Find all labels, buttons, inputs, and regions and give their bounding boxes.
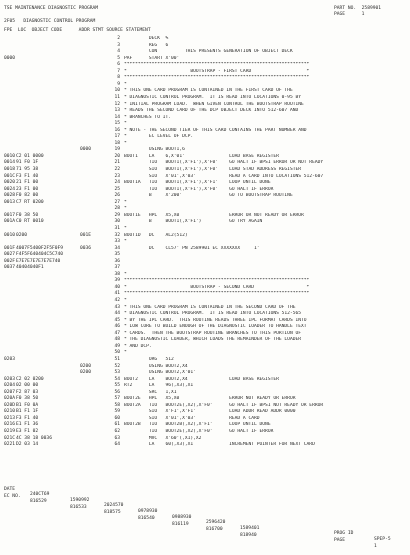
statement-number: 37 — [114, 265, 120, 271]
statement-number: 62 — [114, 429, 120, 434]
listing-row — [4, 350, 406, 356]
statement-number: 54 — [114, 376, 120, 382]
object-code: C2 01 0000 — [16, 153, 44, 159]
source-statement: * READS THE SECOND CARD OF THE DCP OBJECT DECK INTO 512-607 AND — [124, 108, 299, 114]
loc-field: 0017 — [4, 212, 16, 218]
source-statement: BOOT1A TIO BOOT1(,X'F1'),X'F1' LOOP UNTIL DONE — [124, 180, 271, 186]
statement-number: 44 — [114, 311, 120, 317]
listing-row — [4, 252, 406, 258]
object-code: 71 95 38 — [16, 167, 39, 172]
listing-row — [4, 108, 406, 114]
listing-row — [4, 134, 406, 140]
source-statement: * INITIAL PROGRAM LOAD. WHEN GIVEN CONTROL THE BOOTSTRAP ROUTINE — [124, 101, 304, 107]
listing-row — [4, 370, 406, 376]
statement-number: 17 — [114, 134, 120, 140]
listing-row — [4, 318, 406, 324]
object-code: 4C 38 18 0036 — [16, 435, 52, 441]
listing-row — [4, 272, 406, 278]
listing-row — [4, 115, 406, 121]
source-statement: CON THIS PRESENTS GENERATION OF OBJECT DECK — [124, 49, 293, 55]
statement-number: 48 — [114, 337, 120, 343]
statement-number: 31 — [114, 225, 120, 231]
source-statement: * — [124, 225, 127, 231]
statement-number: 42 — [114, 298, 120, 303]
source-statement: DC CL57' PN 2589901 EC XXXXXXX 1' — [124, 245, 260, 251]
loc-field: 0037 — [4, 265, 16, 271]
object-code: F0 82 00 — [16, 193, 39, 199]
listing-row — [4, 364, 406, 370]
source-statement: * THIS ONE CARD PROGRAM IS CONTAINED IN THE SECOND CARD OF THE — [124, 304, 296, 310]
loc-field: 0210 — [4, 409, 16, 415]
statement-number: 34 — [114, 245, 120, 251]
listing-row — [4, 193, 406, 199]
listing-row — [4, 298, 406, 304]
address-field: 0036 — [80, 245, 92, 251]
loc-field: 021C — [4, 435, 16, 441]
statement-number: 10 — [114, 88, 120, 94]
listing-row — [4, 409, 406, 415]
listing-row — [4, 56, 406, 62]
statement-number: 13 — [114, 108, 120, 114]
statement-number: 24 — [114, 180, 120, 186]
source-statement: SIO X'01',X'03' READ A CARD — [124, 415, 260, 421]
statement-number: 27 — [114, 199, 120, 205]
source-statement: * — [124, 271, 127, 277]
listing-row — [4, 442, 406, 448]
source-statement: TIO BOOT1(,X'F1'),X'F0' GO HALT IF ERROR — [124, 186, 274, 192]
source-statement: ******************************************************************* — [124, 62, 310, 68]
object-code: 4007F5400F2F5F0F9 — [16, 245, 64, 251]
listing-row — [4, 324, 406, 330]
listing-row — [4, 246, 406, 252]
statement-number: 26 — [114, 193, 120, 199]
listing-row — [4, 160, 406, 166]
source-statement: REG 6 — [124, 42, 169, 48]
listing-row — [4, 344, 406, 350]
statement-number: 41 — [114, 291, 120, 297]
source-statement: B BOOT1(,X'F1') GO TRY AGAIN — [124, 219, 263, 225]
statement-number: 18 — [114, 140, 120, 146]
footer-cell: 240CT69 — [30, 492, 50, 498]
object-code: F0 38 50 — [16, 212, 39, 218]
loc-field: 0018 — [4, 167, 16, 172]
source-statement: * NOTE - THE SECOND TIER OF THIS CARD CONTAINS THE PART NUMBER AND — [124, 127, 307, 133]
source-statement: * BRANCHES TO IT. — [124, 114, 172, 120]
source-statement: USING BOOT1,6 — [124, 147, 185, 153]
loc-field: 0204 — [4, 383, 16, 389]
footer-cell: EC NO. — [4, 493, 21, 499]
source-statement: * — [124, 298, 127, 303]
loc-field: 001C — [4, 173, 16, 179]
footer-cell: 816529 — [30, 499, 47, 505]
listing-row — [4, 43, 406, 49]
statement-number: 64 — [114, 442, 120, 448]
listing-row — [4, 265, 406, 271]
object-code: F0 38 50 — [16, 396, 39, 402]
listing-row — [4, 390, 406, 396]
source-statement: * EC LEVEL OF DCP. — [124, 134, 194, 140]
source-statement: * DIAGNOSTIC CONTROL PROGRAM. IT IS READ INTO LOCATIONS 512-565 — [124, 311, 302, 317]
source-statement: * BOOTSTRAP - SECOND CARD * — [124, 284, 310, 290]
object-code: E1 F1 36 — [16, 422, 39, 428]
statement-number: 61 — [114, 422, 120, 428]
listing-row — [4, 95, 406, 101]
footer-cell: 0988930 — [172, 514, 192, 520]
loc-field: 0203 — [4, 356, 16, 362]
listing-row — [4, 429, 406, 435]
source-statement: * DIAGNOSTIC CONTROL PROGRAM. IT IS READ INTO LOCATIONS 0-95 BY — [124, 94, 302, 100]
listing-row — [4, 187, 406, 193]
source-statement: PAF START X'00' — [124, 55, 180, 61]
source-statement: * — [124, 121, 127, 127]
loc-field: 0213 — [4, 415, 16, 421]
source-statement: BOOT2B TIO BOOT2B(,X2),X'F1' LOOP UNTIL DONE — [124, 422, 271, 428]
statement-number: 33 — [114, 239, 120, 245]
statement-number: 22 — [114, 167, 120, 172]
statement-number: 20 — [114, 153, 120, 159]
loc-field: 0024 — [4, 186, 16, 192]
loc-field: 0020 — [4, 180, 16, 186]
statement-number: 39 — [114, 278, 120, 284]
source-statement: BOOT2 LA BOOT2,X4 LOAD BASE REGISTER — [124, 376, 279, 382]
statement-number: 45 — [114, 317, 120, 323]
statement-number: 46 — [114, 324, 120, 330]
statement-number: 15 — [114, 121, 120, 127]
statement-number: 60 — [114, 415, 120, 421]
source-statement: * — [124, 81, 127, 87]
loc-field: 002F — [4, 258, 16, 264]
object-code: B1 F0 0A — [16, 402, 39, 408]
object-code: 21 F1 00 — [16, 180, 39, 186]
statement-number: 38 — [114, 271, 120, 277]
listing-row — [4, 200, 406, 206]
source-statement: TIO BOOT2E(,X2),X'F0' GO HALT IF ERROR — [124, 429, 274, 434]
statement-number: 57 — [114, 396, 120, 402]
statement-number: 23 — [114, 173, 120, 179]
listing-row — [4, 383, 406, 389]
object-code: 91 F0 1F — [16, 160, 39, 166]
loc-field: 001A — [4, 219, 16, 225]
statement-number: 3 — [117, 42, 120, 48]
source-statement: ******************************************************************* — [124, 291, 310, 297]
loc-field: 0028 — [4, 193, 16, 199]
listing-row — [4, 167, 406, 173]
listing-row — [4, 331, 406, 337]
loc-field: 020A — [4, 396, 16, 402]
statement-number: 63 — [114, 435, 120, 441]
footer-cell: PROG ID — [334, 531, 354, 537]
statement-number: 11 — [114, 94, 120, 100]
loc-field: 0000 — [4, 55, 16, 61]
listing-row — [4, 357, 406, 363]
object-code: F3 F1 40 — [16, 415, 39, 421]
listing-row — [4, 128, 406, 134]
source-statement: * CARDS. THEN THE BOOTSTRAP ROUTINE BRANCHES TO THIS PORTION OF — [124, 330, 302, 336]
address-field: 0200 — [80, 370, 92, 376]
footer-row-ec — [4, 488, 406, 555]
footer-cell: 2024570 — [104, 503, 124, 509]
listing-row — [4, 69, 406, 75]
footer-cell: SPEP-5 — [374, 536, 391, 542]
object-code: F4F5F640404C5C740 — [16, 252, 64, 258]
footer-cell: 1590992 — [70, 497, 90, 503]
footer-cell: 2596420 — [206, 520, 226, 526]
statement-number: 4 — [117, 49, 120, 55]
statement-number: 56 — [114, 389, 120, 395]
object-code: D2 03 14 — [16, 442, 39, 448]
footer-cell: 816533 — [70, 504, 87, 510]
loc-field: 001F — [4, 245, 16, 251]
loc-field: 0221 — [4, 442, 16, 448]
part-number: PART NO. 2589901 — [334, 6, 382, 11]
listing-row — [4, 174, 406, 180]
listing-row — [4, 285, 406, 291]
source-statement: BOOT1 LA 6,X'01' LOAD BASE REGISTER — [124, 153, 279, 159]
source-statement: SIO X'F1',X'F1' LOAD ADDR READ ADDR 0000 — [124, 409, 296, 415]
listing-row — [4, 219, 406, 225]
listing-row — [4, 291, 406, 297]
program-subtitle: 2F05 DIAGNOSTIC CONTROL PROGRAM — [4, 19, 96, 24]
source-statement: BOOT1D DC AL2(512) — [124, 232, 188, 238]
source-statement: MVC X'60'(,X1),X2 — [124, 435, 202, 441]
source-statement: USING BOOT2,X'01' — [124, 370, 196, 376]
listing-row — [4, 141, 406, 147]
statement-number: 9 — [117, 81, 120, 87]
statement-number: 16 — [114, 127, 120, 133]
listing-row — [4, 180, 406, 186]
statement-number: 19 — [114, 147, 120, 153]
column-headings: FPE LOC OBJECT CODE ADDR STMT SOURCE STATEMENT — [4, 28, 151, 33]
loc-field: 0027 — [4, 252, 16, 258]
loc-field: 0010 — [4, 232, 16, 238]
loc-field: 0014 — [4, 160, 16, 166]
statement-number: 30 — [114, 219, 120, 225]
listing-row — [4, 377, 406, 383]
statement-number: 55 — [114, 383, 120, 389]
source-statement: RT2 LA 96(,X3),X1 — [124, 383, 194, 389]
statement-number: 32 — [114, 232, 120, 238]
footer-cell: DATE — [4, 486, 16, 492]
source-statement: * AND DCP. — [124, 343, 152, 349]
listing-row — [4, 36, 406, 42]
source-statement: SIO X'01',X'03' READ A CARD INTO LOCATIONS 512-607 — [124, 173, 324, 179]
statement-number: 59 — [114, 409, 120, 415]
loc-field: 020D — [4, 402, 16, 408]
listing-row — [4, 49, 406, 55]
statement-number: 43 — [114, 304, 120, 310]
statement-number: 21 — [114, 160, 120, 166]
statement-number: 49 — [114, 343, 120, 349]
loc-field: 0013 — [4, 199, 16, 205]
listing-row — [4, 102, 406, 108]
footer-cell: 1589401 — [240, 525, 260, 531]
source-statement: * BY THE IPL CARD. THIS ROUTINE READS THREE IPL FORMAT CARDS INTO — [124, 317, 307, 323]
address-field: 001E — [80, 232, 92, 238]
object-code: F2 87 03 — [16, 389, 39, 395]
source-statement: * THIS ONE CARD PROGRAM IS CONTAINED IN THE FIRST CARD OF THE — [124, 88, 293, 94]
footer-cell: 0978930 — [138, 508, 158, 514]
listing-row — [4, 396, 406, 402]
statement-number: 47 — [114, 330, 120, 336]
object-code: 02 00 00 — [16, 383, 39, 389]
listing-row — [4, 337, 406, 343]
source-statement: BOOT1E HPL X5,X0 ERROR OR NOT READY OR ERROR — [124, 212, 304, 218]
report-title: TSE MAINTENANCE DIAGNOSTIC PROGRAM — [4, 6, 99, 11]
statement-number: 52 — [114, 363, 120, 369]
loc-field: 0010 — [4, 153, 16, 159]
source-statement: * LOW CORE TO BUILD ENOUGH OF THE DIAGNOSTIC LOADER TO HANDLE TEXT — [124, 324, 307, 330]
listing-row — [4, 75, 406, 81]
statement-number: 14 — [114, 114, 120, 120]
footer-cell: 816540 — [138, 515, 155, 521]
listing-row — [4, 259, 406, 265]
source-statement: * THE DIAGNOSTIC LOADER, WHICH LOADS THE REMAINDER OF THE LOADER — [124, 337, 302, 343]
listing-row — [4, 239, 406, 245]
loc-field: 0216 — [4, 422, 16, 428]
statement-number: 36 — [114, 258, 120, 264]
source-statement: * — [124, 239, 127, 245]
object-code: F3 F1 40 — [16, 173, 39, 179]
loc-field: 0207 — [4, 389, 16, 395]
statement-number: 8 — [117, 75, 120, 81]
listing-row — [4, 422, 406, 428]
source-statement: TIO BOOT1(,X'F1'),X'F0' GO HALT IF BPSI ERROR OR NOT READY — [124, 160, 324, 166]
listing-row — [4, 88, 406, 94]
object-code: C2 02 0200 — [16, 376, 44, 382]
statement-number: 5 — [117, 55, 120, 61]
listing-row — [4, 233, 406, 239]
listing-row — [4, 305, 406, 311]
object-code: 40404040F1 — [16, 265, 44, 271]
loc-field: 0219 — [4, 429, 16, 434]
statement-number: 50 — [114, 350, 120, 356]
source-statement: * — [124, 140, 127, 146]
statement-number: 51 — [114, 356, 120, 362]
listing-row — [4, 213, 406, 219]
statement-number: 6 — [117, 62, 120, 68]
object-code: E7E7E7E7E7E7E740 — [16, 258, 61, 264]
listing-row — [4, 416, 406, 422]
source-statement: SIO BOOT1(,X'F1'),X'F0' LOAD STAD ADDRESS REGISTER — [124, 167, 302, 172]
statement-number: 40 — [114, 284, 120, 290]
statement-number: 29 — [114, 212, 120, 218]
source-statement: * BOOTSTRAP - FIRST CARD * — [124, 68, 310, 74]
footer-cell: 818575 — [104, 510, 121, 516]
listing-row — [4, 206, 406, 212]
statement-number: 7 — [117, 68, 120, 74]
source-statement: * — [124, 199, 127, 205]
source-statement: SRC 1,X1 — [124, 389, 177, 395]
source-statement: ******************************************************************* — [124, 278, 310, 284]
footer-cell: PAGE — [334, 538, 346, 544]
listing-row — [4, 278, 406, 284]
listing-row — [4, 436, 406, 442]
source-statement: DECK % — [124, 36, 169, 41]
source-statement: ******************************************************************* — [124, 75, 310, 81]
object-code: C7 RT 0200 — [16, 199, 44, 205]
source-statement: BOOT2A TIO BOOT2E(,X2),X'F0' GO HALT IF BPSI NOT READY OR ERROR — [124, 402, 324, 408]
object-code: B1 F1 1F — [16, 409, 39, 415]
statement-number: 25 — [114, 186, 120, 192]
source-statement: * — [124, 206, 127, 212]
source-statement: * — [124, 350, 127, 356]
footer-cell: 1 — [374, 543, 377, 549]
listing-row — [4, 62, 406, 68]
address-field: 0000 — [80, 147, 92, 153]
statement-number: 53 — [114, 370, 120, 376]
listing-row — [4, 147, 406, 153]
object-code: E3 F1 02 — [16, 429, 39, 434]
statement-number: 12 — [114, 101, 120, 107]
statement-number: 2 — [117, 36, 120, 41]
statement-number: 58 — [114, 402, 120, 408]
statement-number: 28 — [114, 206, 120, 212]
listing-row — [4, 226, 406, 232]
loc-field: 0203 — [4, 376, 16, 382]
listing-row — [4, 154, 406, 160]
object-code: C0 RT 0010 — [16, 219, 44, 225]
page-number: PAGE 1 — [334, 12, 365, 17]
footer-cell: 816119 — [172, 521, 189, 527]
listing-row — [4, 121, 406, 127]
listing-row — [4, 82, 406, 88]
source-statement: LA 60(,X3),X1 INCREMENT POINTER FOR NEXT CARD — [124, 442, 315, 448]
source-statement: BOOT2E HPL X5,X0 ERROR NOT READY OR ERROR — [124, 396, 296, 402]
object-code: 23 F1 00 — [16, 186, 39, 192]
source-statement: B X'200' GO TO BOOTSTRAP ROUTINE — [124, 193, 293, 199]
statement-number: 35 — [114, 252, 120, 258]
listing-row — [4, 311, 406, 317]
listing-row — [4, 403, 406, 409]
footer-cell: 818940 — [240, 532, 257, 538]
object-code: 0200 — [16, 232, 28, 238]
footer-cell: 816700 — [206, 527, 223, 533]
source-statement: ORG 512 — [124, 356, 174, 362]
address-field: 0200 — [80, 363, 92, 369]
source-statement: USING BOOT2,X4 — [124, 363, 188, 369]
